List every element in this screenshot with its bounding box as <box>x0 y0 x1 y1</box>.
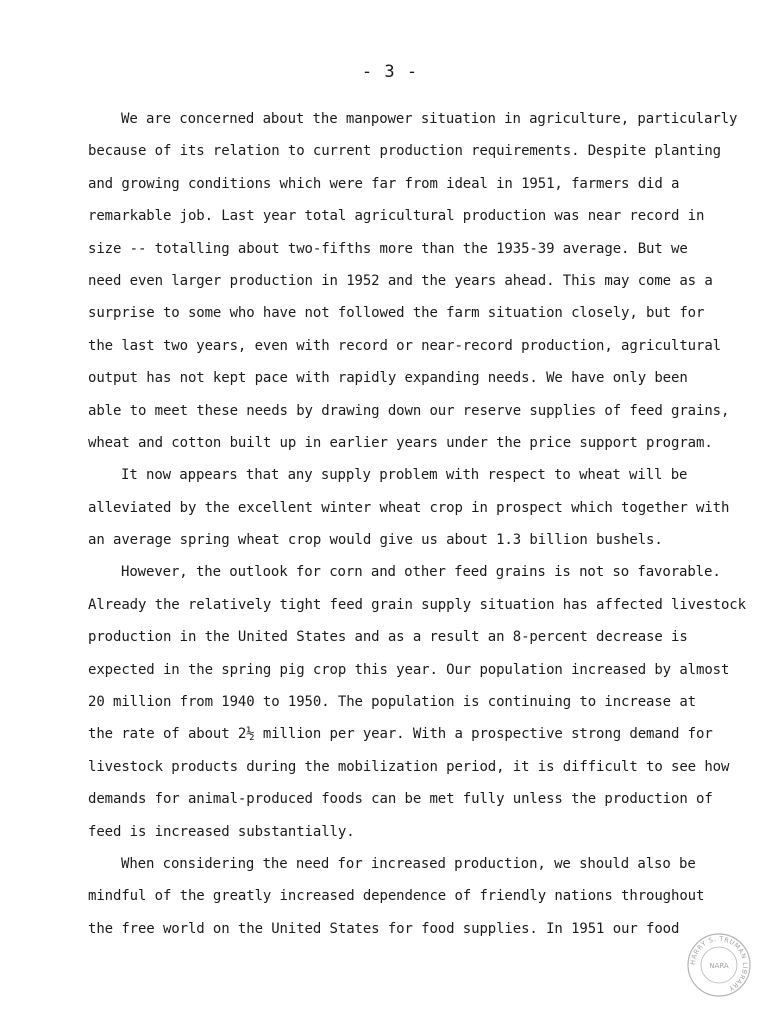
text-line: remarkable job. Last year total agricultural production was near record in <box>88 208 705 225</box>
text-line: feed is increased substantially. <box>88 823 355 840</box>
text-line: because of its relation to current production requirements. Despite planting <box>88 143 721 160</box>
text-line: demands for animal-produced foods can be met fully unless the production of <box>88 791 713 808</box>
text-line: wheat and cotton built up in earlier years under the price support program. <box>88 434 713 451</box>
text-line: an average spring wheat crop would give us about 1.3 billion bushels. <box>88 532 663 549</box>
text-line: livestock products during the mobilization period, it is difficult to see how <box>88 758 730 775</box>
text-line: alleviated by the excellent winter wheat crop in prospect which together with <box>88 499 730 516</box>
text-line: production in the United States and as a result an 8-percent decrease is <box>88 629 688 646</box>
text-line: It now appears that any supply problem with respect to wheat will be <box>121 467 688 484</box>
text-line: the free world on the United States for food supplies. In 1951 our food <box>88 920 680 937</box>
text-line: Already the relatively tight feed grain supply situation has affected livestock <box>88 596 746 613</box>
stamp-center-text: NARA <box>709 962 729 970</box>
page-number: - 3 - <box>361 62 419 82</box>
text-line: the last two years, even with record or near-record production, agricultural <box>88 337 721 354</box>
text-line: When considering the need for increased production, we should also be <box>121 855 696 872</box>
text-line: the rate of about 2½ million per year. With a prospective strong demand for <box>88 726 713 743</box>
text-line: surprise to some who have not followed the farm situation closely, but for <box>88 305 705 322</box>
text-line: However, the outlook for corn and other feed grains is not so favorable. <box>121 564 721 581</box>
text-line: expected in the spring pig crop this year. Our population increased by almost <box>88 661 730 678</box>
text-line: We are concerned about the manpower situation in agriculture, particularly <box>121 111 738 127</box>
document-body <box>88 103 746 945</box>
stamp-ring-text: HARRY S. TRUMAN LIBRARY <box>688 934 750 993</box>
text-line: able to meet these needs by drawing down our reserve supplies of feed grains, <box>88 402 730 419</box>
text-line: size -- totalling about two-fifths more than the 1935-39 average. But we <box>88 240 688 257</box>
text-line: need even larger production in 1952 and the years ahead. This may come as a <box>88 272 713 289</box>
text-line: 20 million from 1940 to 1950. The population is continuing to increase at <box>88 694 696 711</box>
archive-stamp-icon <box>686 932 752 998</box>
text-line: and growing conditions which were far from ideal in 1951, farmers did a <box>88 175 680 192</box>
text-line: output has not kept pace with rapidly expanding needs. We have only been <box>88 370 688 387</box>
text-line: mindful of the greatly increased dependence of friendly nations throughout <box>88 888 705 905</box>
